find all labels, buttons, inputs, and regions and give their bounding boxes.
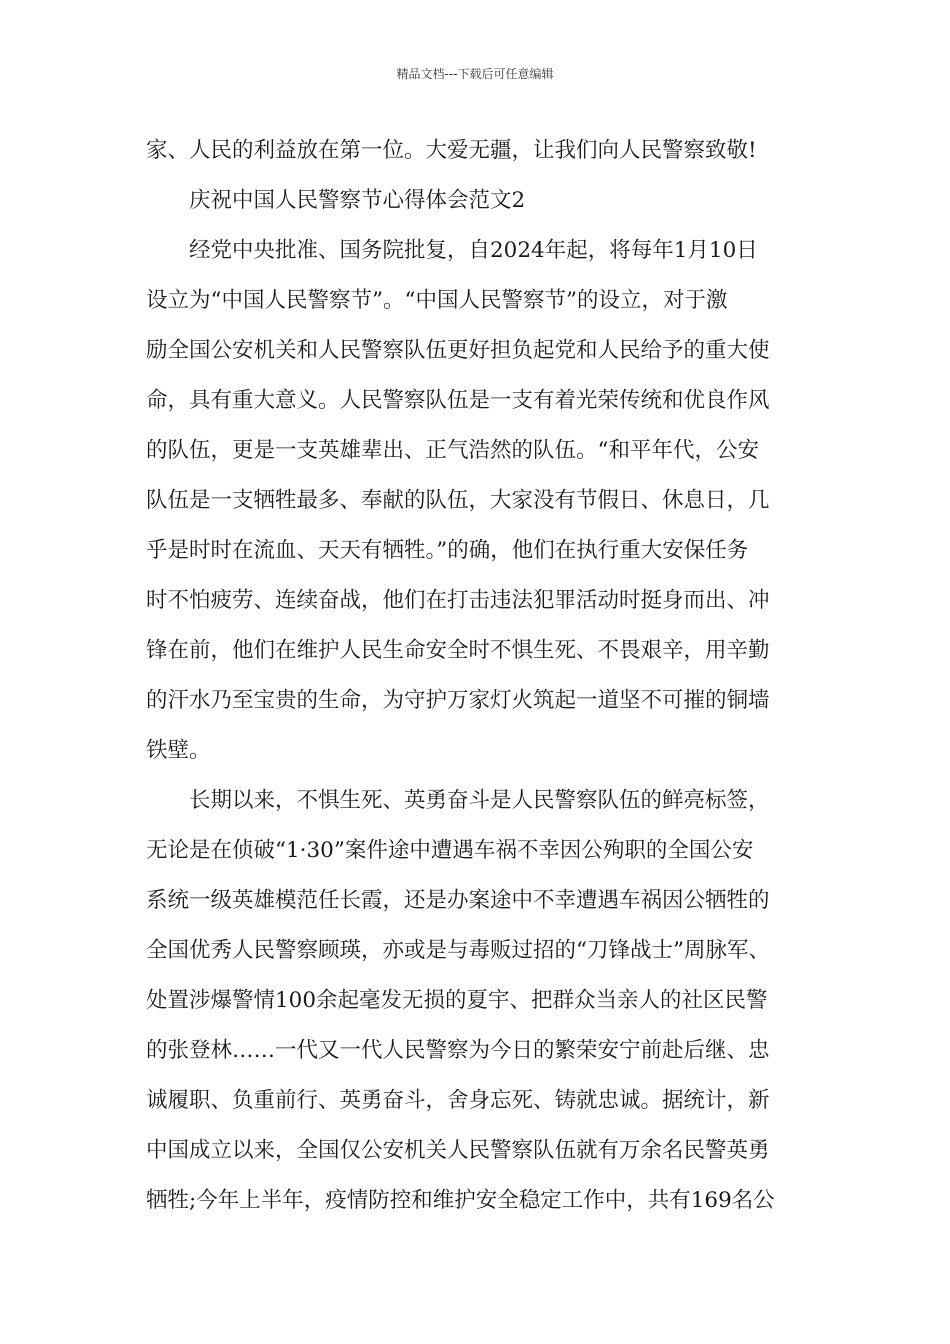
- text-line: 命，具有重大意义。人民警察队伍是一支有着光荣传统和优良作风: [146, 388, 770, 413]
- text-line: 时不怕疲劳、连续奋战，他们在打击违法犯罪活动时挺身而出、冲: [146, 588, 770, 613]
- text-line: 励全国公安机关和人民警察队伍更好担负起党和人民给予的重大使: [146, 338, 770, 363]
- text-line: 中国成立以来，全国仅公安机关人民警察队伍就有万余名民警英勇: [146, 1138, 770, 1163]
- text-line: 系统一级英雄模范任长霞，还是办案途中不幸遭遇车祸因公牺牲的: [146, 888, 770, 913]
- page-header: 精品文档---下载后可任意编辑: [396, 67, 554, 81]
- text-line: 牺牲;今年上半年，疫情防控和维护安全稳定工作中，共有169名公: [146, 1188, 775, 1213]
- text-line: 乎是时时在流血、天天有牺牲。”的确，他们在执行重大安保任务: [146, 538, 749, 563]
- text-line: 长期以来，不惧生死、英勇奋斗是人民警察队伍的鲜亮标签，: [189, 788, 770, 813]
- text-line: 的张登林……一代又一代人民警察为今日的繁荣安宁前赴后继、忠: [146, 1038, 770, 1063]
- section-title: 庆祝中国人民警察节心得体会范文2: [189, 188, 526, 213]
- text-line: 的汗水乃至宝贵的生命，为守护万家灯火筑起一道坚不可摧的铜墙: [146, 688, 770, 713]
- text-line: 全国优秀人民警察顾瑛，亦或是与毒贩过招的“刀锋战士”周脉军、: [146, 938, 770, 963]
- text-line: 锋在前，他们在维护人民生命安全时不惧生死、不畏艰辛，用辛勤: [146, 638, 770, 663]
- text-line: 经党中央批准、国务院批复，自2024年起，将每年1月10日: [189, 238, 758, 263]
- text-line: 无论是在侦破“1·30”案件途中遭遇车祸不幸因公殉职的全国公安: [146, 838, 754, 863]
- document-body: [146, 126, 826, 1226]
- text-line: 队伍是一支牺牲最多、奉献的队伍，大家没有节假日、休息日，几: [146, 488, 770, 513]
- text-line: 铁壁。: [146, 738, 211, 763]
- text-line: 处置涉爆警情100余起毫发无损的夏宇、把群众当亲人的社区民警: [146, 988, 768, 1013]
- text-line: 的队伍，更是一支英雄辈出、正气浩然的队伍。“和平年代，公安: [146, 438, 759, 463]
- text-line: 诚履职、负重前行、英勇奋斗，舍身忘死、铸就忠诚。据统计，新: [146, 1088, 770, 1113]
- text-line: 家、人民的利益放在第一位。大爱无疆，让我们向人民警察致敬!: [146, 138, 757, 163]
- text-line: 设立为“中国人民警察节”。“中国人民警察节”的设立，对于激: [146, 288, 728, 313]
